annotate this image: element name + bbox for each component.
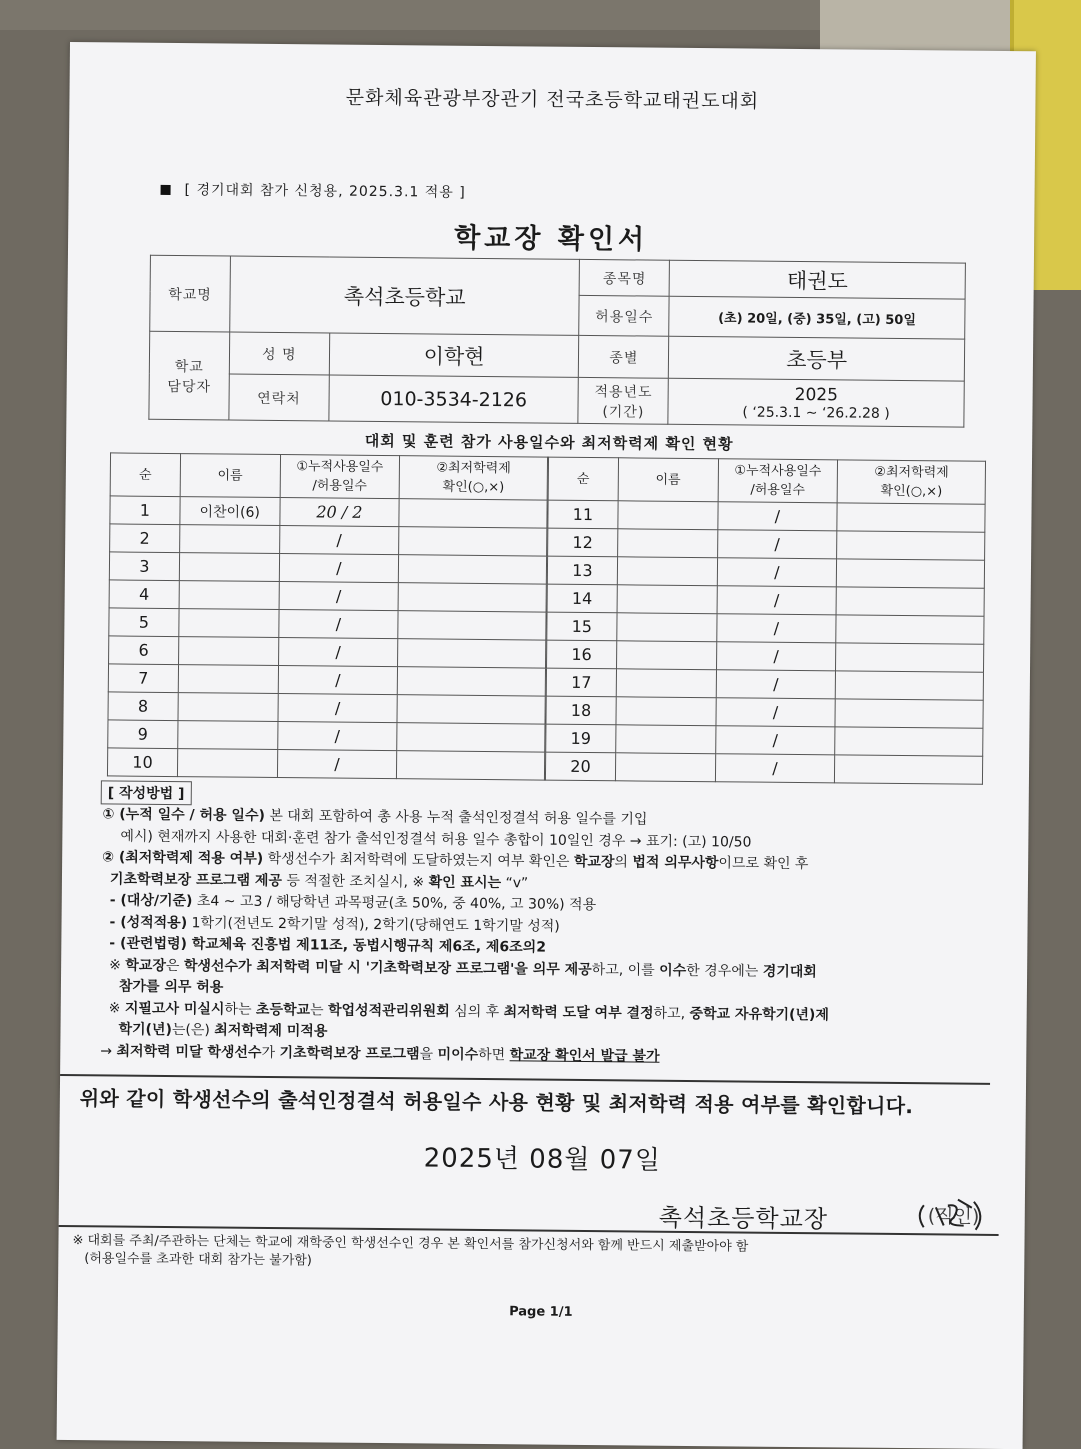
days-used-cell: / — [716, 614, 836, 643]
table-row — [548, 500, 985, 532]
days-header — [718, 459, 838, 503]
student-name-cell — [616, 725, 716, 754]
days-used-cell: / — [277, 750, 397, 779]
min-grade-check-cell — [398, 667, 546, 696]
no-header: 순 — [548, 457, 618, 501]
method-line11-b1: 학기(년) — [118, 1021, 172, 1039]
days-used-cell: / — [279, 582, 399, 611]
year-value: 2025 — [794, 384, 839, 405]
days-used-cell: / — [279, 554, 399, 583]
table-row — [107, 748, 544, 780]
name-header: 이름 — [618, 458, 718, 502]
method-line8-b1: 학교장 — [125, 957, 166, 974]
method-line8-a: ※ — [109, 956, 126, 974]
row-number: 15 — [547, 612, 617, 641]
days-used-cell: / — [717, 558, 837, 587]
event-title: 문화체육관광부장관기 전국초등학교태권도대회 — [345, 86, 760, 113]
table-row — [109, 552, 546, 584]
min-grade-check-cell — [399, 555, 547, 584]
row-number: 3 — [109, 552, 179, 581]
section-title: 대회 및 훈련 참가 사용일수와 최저학력제 확인 현황 — [364, 431, 734, 454]
min-grade-check-cell — [836, 671, 984, 700]
student-name-cell — [616, 697, 716, 726]
method-line10-a: ※ — [108, 999, 125, 1017]
period-value: ( ‘25.3.1 ~ ‘26.2.28 ) — [742, 403, 890, 422]
name-header: 이름 — [180, 454, 280, 498]
method-line3-bold: ② (최저학력제 적용 여부) — [102, 849, 264, 867]
roster-header-row — [110, 453, 547, 500]
student-name-cell — [616, 641, 716, 670]
row-number: 7 — [108, 664, 178, 693]
student-name-cell — [179, 525, 279, 554]
method-line4-text: 등 적절한 조치실시, ※ — [281, 872, 429, 890]
school-name: 촉석초등학교 — [230, 256, 580, 335]
table-row — [108, 664, 545, 696]
days-used-cell: / — [277, 722, 397, 751]
method-line4-end: “v” — [501, 874, 529, 891]
manager-label-line1: 학교 — [174, 358, 204, 375]
method-line8-c: 은 — [165, 957, 184, 974]
footnote-line2: (허용일수를 초과한 대회 참가는 불가함) — [84, 1251, 312, 1269]
min-header-line1: ②최저학력제 — [874, 464, 949, 481]
method-line11-c: 는(은) — [171, 1022, 215, 1039]
student-name-cell — [177, 749, 277, 778]
min-header-line1: ②최저학력제 — [436, 460, 511, 477]
method-line3-text: 학생선수가 최저학력에 도달하였는지 여부 확인은 — [263, 850, 574, 870]
method-line6-text: 1학기(전년도 2학기말 성적), 2학기(당해연도 1학기말 성적) — [187, 914, 560, 935]
row-number: 6 — [109, 636, 179, 665]
method-line10-b1: 지필고사 미실시 — [124, 1000, 225, 1018]
days-used-cell: / — [278, 694, 398, 723]
student-name-cell — [178, 721, 278, 750]
method-line10-b4: 최저학력 도달 여부 결정 — [503, 1003, 654, 1022]
days-used-cell: / — [716, 642, 836, 671]
days-header-line1: ①누적사용일수 — [734, 463, 822, 480]
min-grade-check-cell — [398, 583, 546, 612]
method-line8-b4: 경기대회 — [762, 963, 817, 980]
min-grade-check-cell — [397, 695, 545, 724]
table-row — [109, 636, 546, 668]
student-name-cell — [178, 693, 278, 722]
days-used-cell: / — [717, 530, 837, 559]
min-grade-check-cell — [397, 751, 545, 780]
days-used-cell: / — [716, 698, 836, 727]
table-row — [547, 584, 984, 616]
roster-table-left — [107, 452, 548, 780]
seal-text: (직인) — [927, 1205, 980, 1228]
table-row — [548, 528, 985, 560]
table-row — [108, 720, 545, 752]
allow-days-value: (초) 20일, (중) 35일, (고) 50일 — [669, 296, 965, 339]
table-row — [547, 640, 984, 672]
min-grade-check-cell — [836, 587, 984, 616]
table-row — [109, 580, 546, 612]
method-line12-b4: 학교장 확인서 발급 불가 — [509, 1046, 660, 1065]
min-grade-check-cell — [835, 755, 983, 784]
method-line10-b5: 중학교 자유학기(년)제 — [689, 1005, 829, 1023]
method-line7-bold: - (관련법령) 학교체육 진흥법 제11조, 동법시행규칙 제6조, 제6조의2 — [109, 935, 547, 956]
days-header — [280, 455, 400, 499]
days-used-cell: / — [278, 666, 398, 695]
min-grade-check-cell — [398, 611, 546, 640]
student-name-cell — [615, 753, 715, 782]
row-number: 2 — [110, 524, 180, 553]
method-line3-bold2: 학교장 — [573, 853, 615, 871]
year-label-line1: 적용년도 — [594, 383, 653, 401]
method-line3-bold3: 법적 의무사항 — [632, 854, 719, 872]
student-name-cell — [179, 609, 279, 638]
min-grade-check-cell — [837, 503, 985, 532]
days-used-cell: / — [278, 610, 398, 639]
method-line8-d: 하고, 이를 — [591, 961, 660, 979]
method-line12-c: 가 — [261, 1044, 280, 1061]
method-line10-b3: 학업성적관리위원회 — [327, 1002, 450, 1020]
row-number: 19 — [546, 724, 616, 753]
row-number: 9 — [108, 720, 178, 749]
footnote — [72, 1232, 992, 1277]
row-number: 1 — [110, 496, 180, 525]
method-line12-a: → — [100, 1042, 117, 1059]
student-name-cell — [616, 669, 716, 698]
student-name-cell — [178, 637, 278, 666]
student-name-cell: 이찬이(6) — [180, 497, 280, 526]
min-grade-check-cell — [835, 699, 983, 728]
official-seal — [914, 1195, 992, 1236]
row-number: 18 — [546, 696, 616, 725]
sport-label: 종목명 — [580, 259, 670, 296]
table-row — [547, 556, 984, 588]
method-line1-bold: ① (누적 일수 / 허용 일수) — [102, 806, 265, 824]
days-used-cell: / — [717, 502, 837, 531]
min-grade-header — [399, 456, 547, 500]
days-header-line2: /허용일수 — [312, 478, 368, 494]
table-row — [546, 696, 983, 728]
method-line12-b2: 기초학력보장 프로그램 — [279, 1044, 420, 1062]
days-used-cell: / — [715, 726, 835, 755]
row-number: 16 — [547, 640, 617, 669]
method-line11-b2: 최저학력제 미적용 — [214, 1022, 328, 1040]
min-grade-check-cell — [397, 723, 545, 752]
min-header-line2: 확인(○,×) — [442, 479, 505, 496]
method-line12-e: 하면 — [478, 1046, 510, 1063]
method-line5-text: 초4 ~ 고3 / 해당학년 과목평균(초 50%, 중 40%, 고 30%) 적용 — [192, 893, 597, 914]
student-name-cell — [179, 553, 279, 582]
student-name-cell — [617, 529, 717, 558]
min-grade-check-cell — [835, 727, 983, 756]
division-value: 초등부 — [669, 336, 965, 381]
table-row — [108, 692, 545, 724]
form-label — [160, 179, 465, 202]
days-used-cell: / — [279, 526, 399, 555]
table-row — [547, 612, 984, 644]
table-row — [110, 524, 547, 556]
min-grade-check-cell — [399, 499, 547, 528]
manager-label-line2: 담당자 — [167, 378, 212, 395]
document-paper — [57, 42, 1036, 1449]
no-header: 순 — [110, 453, 180, 497]
method-line8-b3: 이수 — [659, 962, 687, 979]
student-name-cell — [617, 557, 717, 586]
min-header-line2: 확인(○,×) — [880, 483, 943, 500]
min-grade-check-cell — [398, 639, 546, 668]
student-name-cell — [617, 613, 717, 642]
min-grade-check-cell — [837, 559, 985, 588]
principal-name: 촉석초등학교장 — [658, 1203, 829, 1234]
sport-value: 태권도 — [669, 260, 965, 299]
school-label: 학교명 — [150, 255, 231, 332]
method-line10-d: 는 — [309, 1001, 329, 1019]
method-line10-e: 심의 후 — [449, 1003, 504, 1020]
method-line8-e: 한 경우에는 — [686, 962, 763, 980]
method-line10-f: 하고, — [653, 1005, 690, 1022]
table-row — [546, 724, 983, 756]
min-grade-check-cell — [836, 615, 984, 644]
days-header-line1: ①누적사용일수 — [296, 459, 384, 476]
method-line1-text: 본 대회 포함하여 총 사용 누적 출석인정결석 허용 일수를 기입 — [264, 807, 648, 828]
contact-label: 연락처 — [229, 374, 329, 421]
method-line9-bold: 참가를 의무 허용 — [118, 978, 224, 996]
days-used-cell: / — [278, 638, 398, 667]
document-title: 학교장 확인서 — [454, 222, 649, 256]
form-label-text: [ 경기대회 참가 신청용, 2025.3.1 적용 ] — [184, 182, 466, 201]
method-line8-b2: 학생선수가 최저학력 미달 시 '기초학력보장 프로그램'을 의무 제공 — [183, 957, 592, 978]
table-row — [109, 608, 546, 640]
method-line4-bold: 기초학력보장 프로그램 제공 — [109, 870, 283, 889]
student-name-cell — [618, 501, 718, 530]
year-label-line2: (기간) — [602, 403, 645, 421]
row-number: 4 — [109, 580, 179, 609]
row-number: 8 — [108, 692, 178, 721]
row-number: 11 — [548, 500, 618, 529]
row-number: 5 — [109, 608, 179, 637]
student-name-cell — [617, 585, 717, 614]
roster-table-right — [545, 457, 986, 785]
row-number: 10 — [107, 748, 177, 777]
row-number: 20 — [545, 752, 615, 781]
row-number: 12 — [548, 528, 618, 557]
method-line6-bold: - (성적적용) — [109, 913, 188, 931]
min-grade-header — [837, 460, 985, 504]
year-cell — [668, 378, 964, 427]
allow-days-label: 허용일수 — [579, 295, 669, 336]
method-line12-b1: 최저학력 미달 학생선수 — [116, 1042, 262, 1061]
confirmation-statement: 위와 같이 학생선수의 출석인정결석 허용일수 사용 현황 및 최저학력 적용 여부를 확인합니다. — [79, 1086, 914, 1119]
min-grade-check-cell — [837, 531, 985, 560]
contact-value: 010-3534-2126 — [329, 375, 579, 423]
division-label: 종별 — [579, 335, 669, 378]
days-used-cell: / — [717, 586, 837, 615]
manager-label — [149, 331, 230, 420]
method-line12-d: 을 — [419, 1045, 438, 1063]
row-number: 14 — [547, 584, 617, 613]
square-bullet-icon — [161, 185, 171, 195]
method-line3-mid: 의 — [614, 854, 633, 871]
days-used-cell: / — [715, 754, 835, 783]
days-used-cell: / — [716, 670, 836, 699]
method-line10-b2: 초등학교 — [255, 1001, 311, 1018]
row-number: 17 — [546, 668, 616, 697]
student-name-cell — [178, 665, 278, 694]
row-number: 13 — [547, 556, 617, 585]
footnote-line1: ※ 대회를 주최/주관하는 단체는 학교에 재학중인 학생선수인 경우 본 확인서를 참가신청서와 함께 반드시 제출받아야 함 — [72, 1233, 749, 1255]
method-line4-bold2: 확인 표시는 — [428, 873, 502, 891]
min-grade-check-cell — [836, 643, 984, 672]
days-used-cell: 20 / 2 — [279, 498, 399, 527]
method-heading: [ 작성방법 ] — [101, 780, 192, 805]
method-line12-b3: 미이수 — [437, 1046, 479, 1063]
method-instructions — [100, 804, 982, 1070]
min-grade-check-cell — [399, 527, 547, 556]
method-line: 예시) 현재까지 사용한 대회·훈련 참가 출석인정결석 허용 일수 총합이 10일인 경우 → 표기: (고) 10/50 — [120, 828, 752, 851]
table-row — [546, 668, 983, 700]
name-value: 이학현 — [329, 333, 579, 377]
days-header-line2: /허용일수 — [750, 482, 806, 499]
issue-date: 2025년 08월 07일 — [423, 1143, 662, 1176]
roster-header-row — [548, 457, 985, 504]
method-line5-bold: - (대상/기준) — [109, 892, 193, 910]
table-row — [110, 496, 547, 528]
student-name-cell — [179, 581, 279, 610]
page-number: Page 1/1 — [509, 1304, 573, 1320]
method-line10-c: 하는 — [224, 1001, 257, 1018]
name-label: 성 명 — [229, 332, 329, 375]
school-info-table — [148, 255, 966, 428]
method-line3-end: 이므로 확인 후 — [718, 855, 809, 873]
year-label — [578, 377, 668, 424]
table-row — [545, 752, 982, 784]
